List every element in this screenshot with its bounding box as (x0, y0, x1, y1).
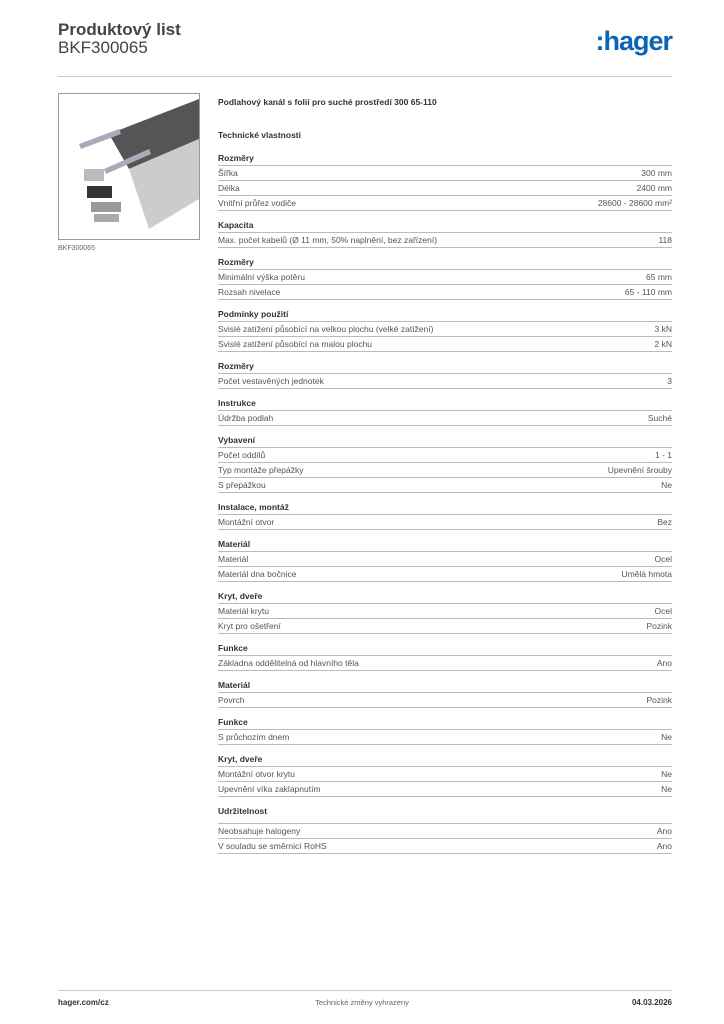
spec-row (218, 619, 672, 634)
spec-label: Materiál krytu (218, 606, 270, 616)
spec-group-title: Funkce (218, 716, 672, 730)
spec-group-title: Rozměry (218, 256, 672, 270)
spec-label: Kryt pro ošetření (218, 621, 281, 631)
spec-row (218, 166, 672, 181)
spec-groups (218, 152, 672, 854)
spec-group-title: Vybavení (218, 434, 672, 448)
product-title: Podlahový kanál s folií pro suché prostředí 300 65-110 (218, 97, 437, 107)
spec-label: S průchozím dnem (218, 732, 290, 742)
spec-row (218, 730, 672, 745)
spec-group-title: Kryt, dveře (218, 590, 672, 604)
spec-group-title: Materiál (218, 679, 672, 693)
spec-row (218, 448, 672, 463)
spec-value: Pozink (646, 695, 672, 705)
spec-row (218, 656, 672, 671)
spec-value: Ano (656, 826, 672, 836)
spec-group (218, 219, 672, 248)
spec-label: Základna oddělitelná od hlavního těla (218, 658, 359, 668)
spec-row (218, 693, 672, 708)
spec-row (218, 567, 672, 582)
spec-value: Ano (656, 658, 672, 668)
spec-label: Svislé zatížení působící na malou plochu (218, 339, 373, 349)
footer-note: Technické změny vyhrazeny (315, 998, 409, 1007)
spec-label: Minimální výška potěru (218, 272, 305, 282)
spec-value: 65 - 110 mm (624, 287, 672, 297)
spec-row (218, 824, 672, 839)
spec-label: Max. počet kabelů (Ø 11 mm, 50% naplnění, bez zařízení) (218, 235, 438, 245)
spec-group-title: Udržitelnost (218, 805, 672, 824)
spec-label: Montážní otvor (218, 517, 275, 527)
spec-value: 3 (667, 376, 672, 386)
image-caption: BKF300065 (58, 245, 95, 252)
spec-label: Počet vestavěných jednotek (218, 376, 324, 386)
spec-group-title: Materiál (218, 538, 672, 552)
spec-row (218, 270, 672, 285)
spec-row (218, 337, 672, 352)
footer-date: 04.03.2026 (631, 998, 672, 1007)
spec-label: Rozsah nivelace (218, 287, 281, 297)
spec-value: Ocel (654, 554, 672, 564)
spec-value: Ne (661, 732, 672, 742)
spec-row (218, 782, 672, 797)
spec-label: Vnitřní průřez vodiče (218, 198, 296, 208)
page-title: Produktový list (58, 20, 181, 39)
spec-group-title: Rozměry (218, 152, 672, 166)
spec-value: Upevnění šrouby (607, 465, 672, 475)
spec-value: 2400 mm (636, 183, 672, 193)
section-title: Technické vlastnosti (218, 130, 301, 140)
product-image (58, 93, 200, 240)
spec-value: 118 (658, 235, 672, 245)
spec-value: Ocel (654, 606, 672, 616)
spec-row (218, 233, 672, 248)
hager-logo: :hager (595, 26, 672, 56)
spec-value: Pozink (646, 621, 672, 631)
spec-group (218, 360, 672, 389)
spec-label: Údržba podlah (218, 413, 274, 423)
spec-value: 300 mm (641, 168, 672, 178)
spec-value: Ne (661, 480, 672, 490)
spec-group-title: Rozměry (218, 360, 672, 374)
spec-row (218, 196, 672, 211)
spec-value: Suché (647, 413, 672, 423)
spec-label: Montážní otvor krytu (218, 769, 296, 779)
spec-group-title: Funkce (218, 642, 672, 656)
spec-group (218, 256, 672, 300)
spec-group (218, 679, 672, 708)
spec-group (218, 538, 672, 582)
spec-row (218, 181, 672, 196)
spec-group (218, 308, 672, 352)
spec-value: Ano (656, 841, 672, 851)
spec-label: Svislé zatížení působící na velkou plochu (velké zatížení) (218, 324, 434, 334)
spec-group (218, 501, 672, 530)
spec-row (218, 515, 672, 530)
spec-value: Umělá hmota (621, 569, 672, 579)
spec-row (218, 374, 672, 389)
spec-label: Šířka (218, 168, 238, 178)
spec-group-title: Kryt, dveře (218, 753, 672, 767)
spec-row (218, 478, 672, 493)
spec-group-title: Kapacita (218, 219, 672, 233)
spec-label: Materiál dna bočnice (218, 569, 297, 579)
spec-value: 3 kN (654, 324, 672, 334)
spec-row (218, 463, 672, 478)
spec-group (218, 753, 672, 797)
spec-group (218, 434, 672, 493)
spec-group (218, 805, 672, 854)
header-divider (58, 76, 672, 77)
spec-label: Upevnění víka zaklapnutím (218, 784, 321, 794)
spec-group-title: Podmínky použití (218, 308, 672, 322)
spec-content (218, 97, 672, 862)
spec-label: Neobsahuje halogeny (218, 826, 301, 836)
spec-group-title: Instalace, montáž (218, 501, 672, 515)
spec-group (218, 152, 672, 211)
spec-label: Povrch (218, 695, 245, 705)
spec-group (218, 397, 672, 426)
spec-row (218, 767, 672, 782)
spec-label: V souladu se směrnicí RoHS (218, 841, 327, 851)
spec-row (218, 285, 672, 300)
spec-label: Typ montáže přepážky (218, 465, 304, 475)
spec-row (218, 552, 672, 567)
footer-divider (58, 990, 672, 991)
spec-label: Materiál (218, 554, 249, 564)
spec-row (218, 322, 672, 337)
spec-value: 65 mm (646, 272, 672, 282)
spec-label: Délka (218, 183, 240, 193)
spec-value: Ne (661, 784, 672, 794)
footer-website[interactable]: hager.com/cz (58, 998, 109, 1007)
spec-group (218, 716, 672, 745)
spec-group-title: Instrukce (218, 397, 672, 411)
spec-group (218, 590, 672, 634)
spec-value: 28600 - 28600 mm² (597, 198, 672, 208)
spec-value: 1 - 1 (654, 450, 672, 460)
spec-label: S přepážkou (218, 480, 266, 490)
spec-group (218, 642, 672, 671)
spec-row (218, 411, 672, 426)
spec-value: 2 kN (654, 339, 672, 349)
spec-row (218, 839, 672, 854)
product-code: BKF300065 (58, 38, 148, 57)
spec-row (218, 604, 672, 619)
spec-value: Bez (657, 517, 672, 527)
spec-value: Ne (661, 769, 672, 779)
spec-label: Počet oddílů (218, 450, 266, 460)
